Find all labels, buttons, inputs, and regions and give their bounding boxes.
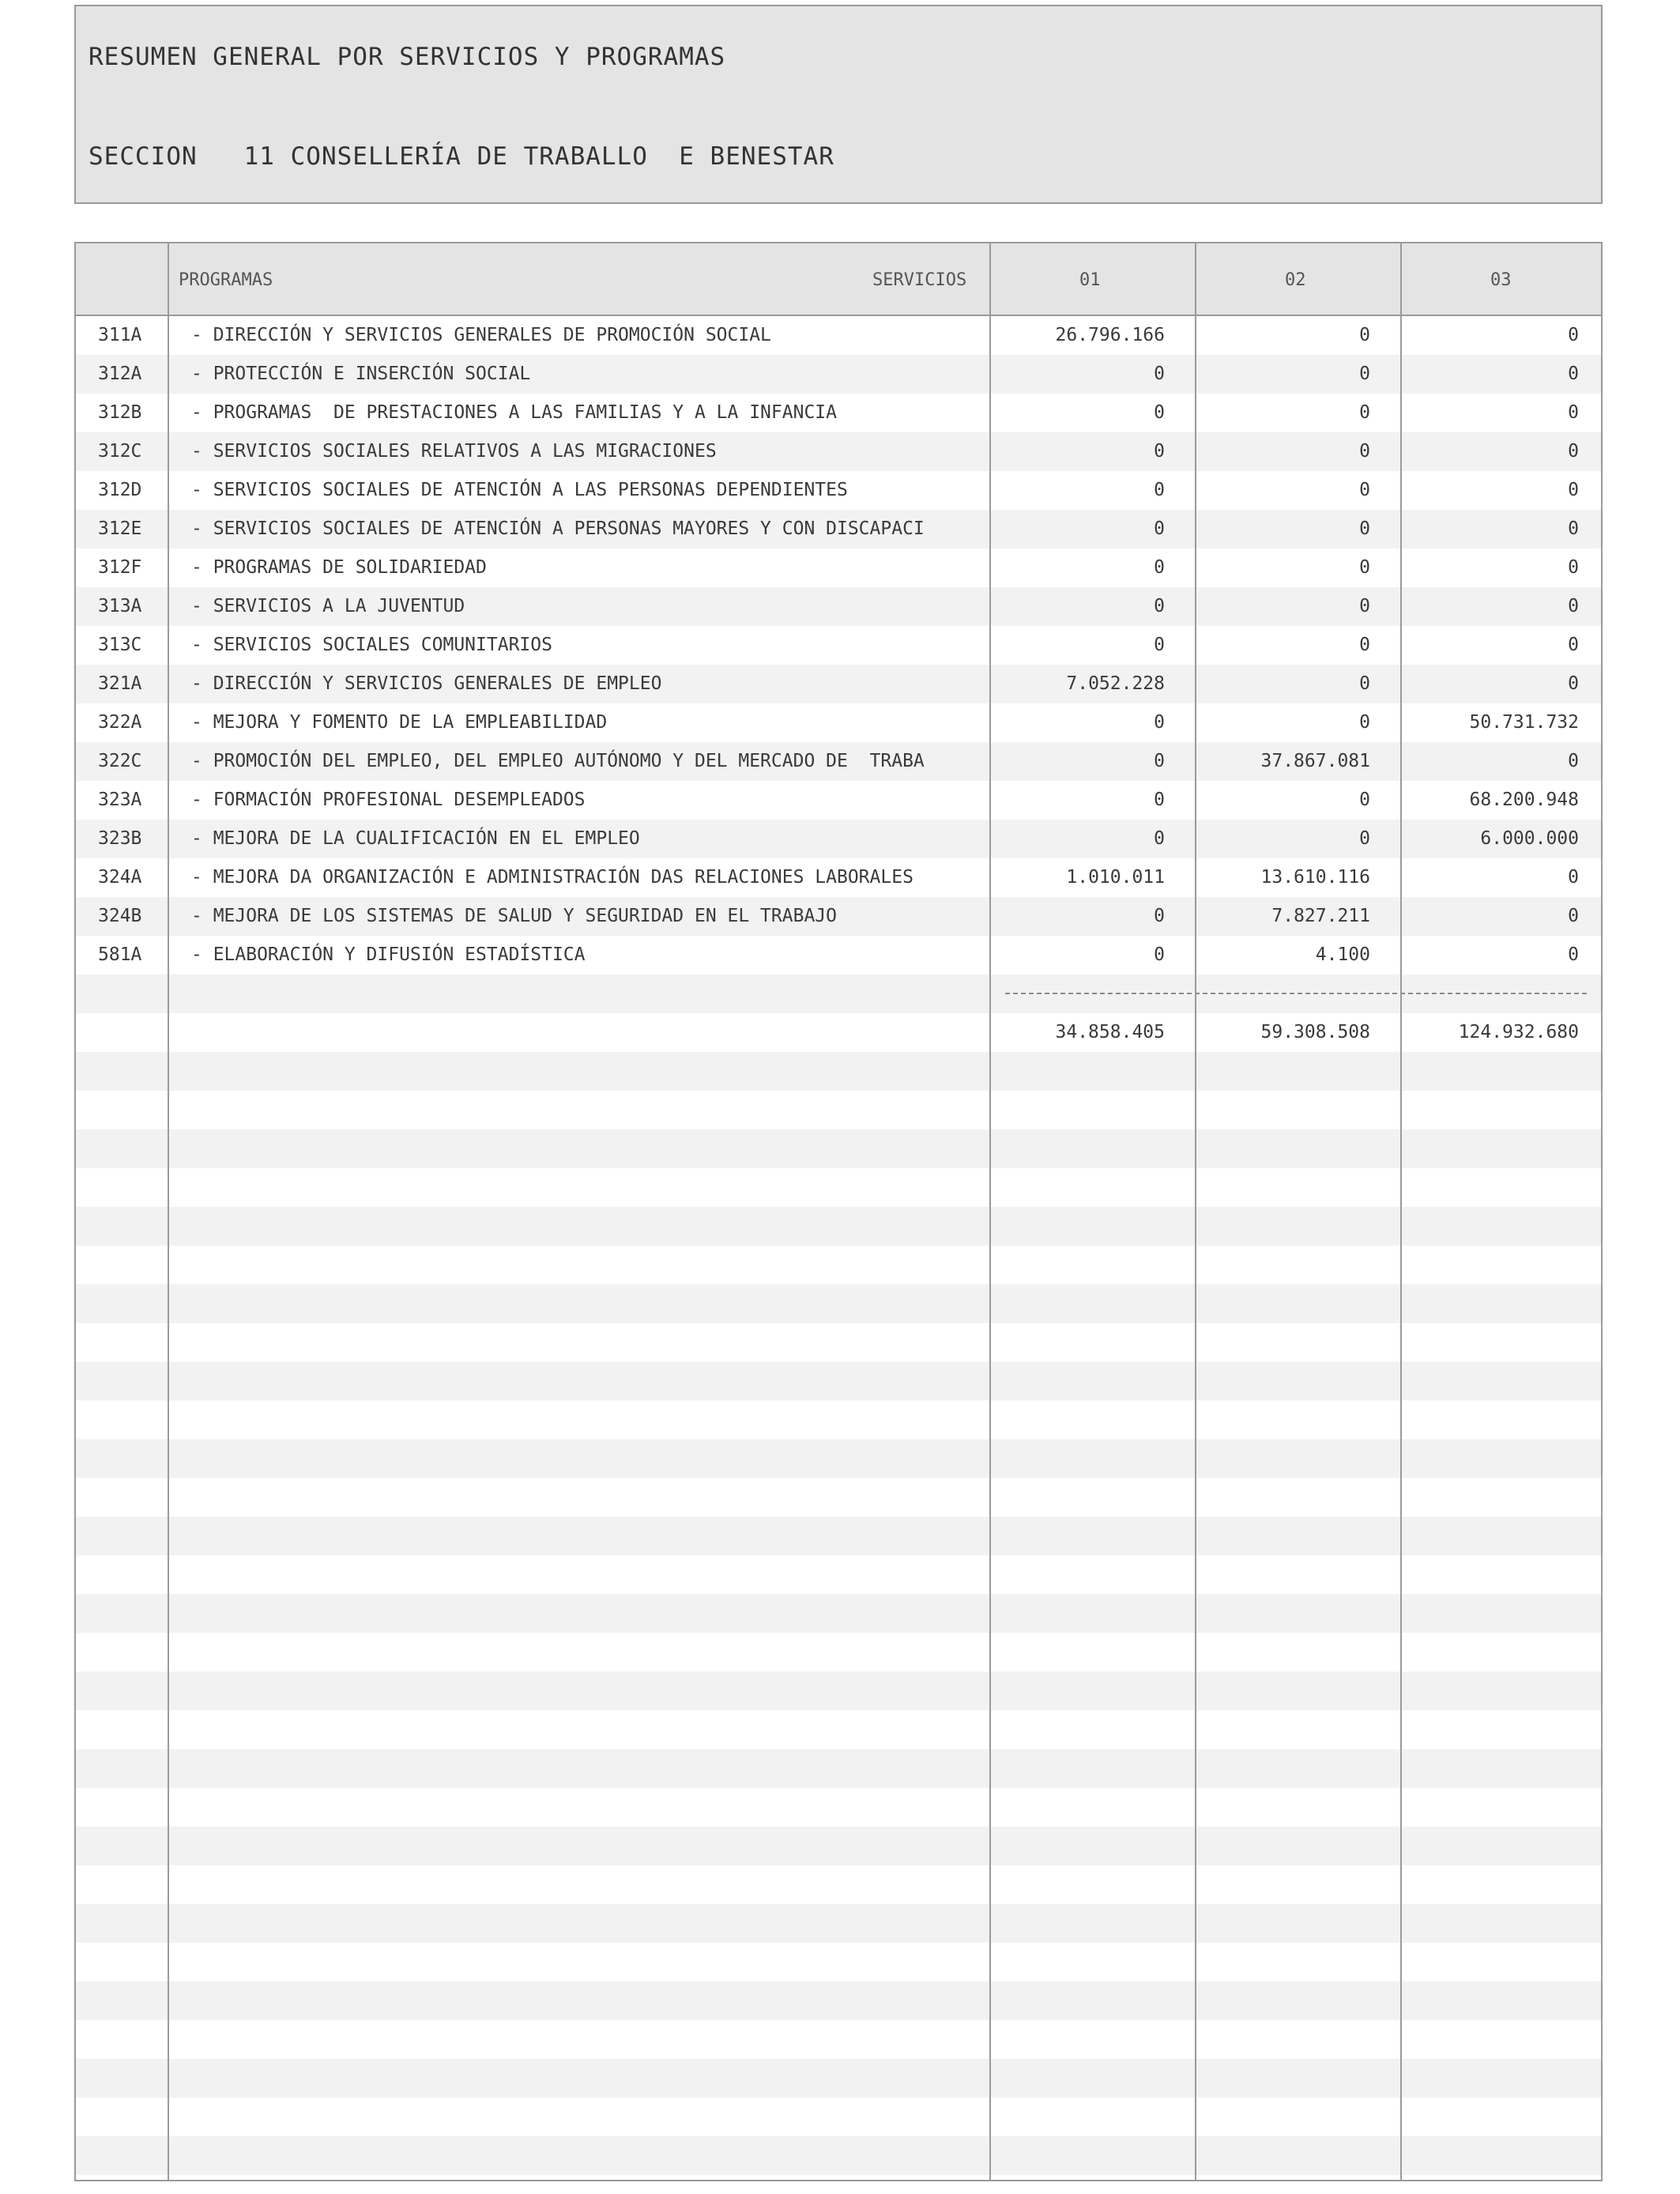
value-servicio-02: 7.827.211 [1271,906,1370,926]
program-name: - DIRECCIÓN Y SERVICIOS GENERALES DE EMPLEO [191,673,662,694]
value-servicio-03: 0 [1568,635,1579,655]
empty-row [76,2020,1601,2059]
program-code: 312B [98,402,142,423]
value-servicio-02: 0 [1359,518,1370,539]
program-name: - SERVICIOS SOCIALES DE ATENCIÓN A LAS PERSONAS DEPENDIENTES [191,480,848,500]
program-code: 312A [98,364,142,384]
program-code: 312F [98,557,142,578]
value-servicio-03: 0 [1568,867,1579,888]
table-row [76,626,1601,665]
empty-row [76,2098,1601,2136]
program-code: 322A [98,712,142,733]
table-row [76,858,1601,897]
column-header-02: 02 [1285,270,1306,290]
value-servicio-01: 0 [1154,751,1165,771]
value-servicio-01: 7.052.228 [1066,673,1165,694]
program-name: - PROMOCIÓN DEL EMPLEO, DEL EMPLEO AUTÓNOMO Y DEL MERCADO DE TRABA [191,751,925,771]
empty-row [76,1284,1601,1323]
empty-row [76,1091,1601,1129]
separator-row [76,974,1601,1013]
table-row [76,510,1601,548]
program-code: 312E [98,518,142,539]
empty-row [76,1439,1601,1478]
total-servicio-01: 34.858.405 [1055,1022,1165,1042]
program-name: - SERVICIOS SOCIALES RELATIVOS A LAS MIGRACIONES [191,441,717,462]
program-code: 324B [98,906,142,926]
empty-row [76,1323,1601,1362]
empty-row [76,1710,1601,1749]
empty-row [76,1749,1601,1788]
column-header-01: 01 [1079,270,1101,290]
empty-row [76,1517,1601,1555]
column-divider [1195,243,1196,2180]
program-code: 312C [98,441,142,462]
value-servicio-02: 0 [1359,402,1370,423]
program-name: - ELABORACIÓN Y DIFUSIÓN ESTADÍSTICA [191,944,586,965]
value-servicio-03: 68.200.948 [1469,790,1579,810]
value-servicio-03: 0 [1568,518,1579,539]
value-servicio-01: 0 [1154,364,1165,384]
empty-row [76,1672,1601,1710]
table-row [76,471,1601,510]
program-code: 313C [98,635,142,655]
value-servicio-03: 0 [1568,596,1579,616]
value-servicio-03: 0 [1568,325,1579,345]
value-servicio-02: 0 [1359,712,1370,733]
program-code: 322C [98,751,142,771]
value-servicio-03: 0 [1568,751,1579,771]
empty-row [76,1362,1601,1400]
program-code: 313A [98,596,142,616]
report-header [74,5,1603,204]
report-section: SECCION 11 CONSELLERÍA DE TRABALLO E BENESTAR [89,142,834,171]
empty-row [76,1904,1601,1943]
empty-row [76,1168,1601,1207]
value-servicio-01: 26.796.166 [1055,325,1165,345]
column-divider [1400,243,1402,2180]
value-servicio-01: 1.010.011 [1066,867,1165,888]
value-servicio-03: 0 [1568,944,1579,965]
program-code: 323A [98,790,142,810]
table-row [76,432,1601,471]
table-row [76,742,1601,781]
dashed-separator [1005,993,1587,994]
empty-row [76,1555,1601,1594]
program-code: 581A [98,944,142,965]
value-servicio-03: 0 [1568,673,1579,694]
value-servicio-03: 0 [1568,557,1579,578]
value-servicio-01: 0 [1154,712,1165,733]
totals-row [76,1013,1601,1052]
program-name: - MEJORA Y FOMENTO DE LA EMPLEABILIDAD [191,712,608,733]
program-name: - PROGRAMAS DE PRESTACIONES A LAS FAMILIAS Y A LA INFANCIA [191,402,837,423]
column-divider [989,243,991,2180]
value-servicio-02: 13.610.116 [1260,867,1370,888]
summary-table [74,242,1603,2181]
empty-row [76,1981,1601,2020]
table-row [76,355,1601,394]
program-name: - MEJORA DE LA CUALIFICACIÓN EN EL EMPLEO [191,828,640,849]
value-servicio-02: 0 [1359,596,1370,616]
empty-row [76,1246,1601,1284]
program-name: - PROGRAMAS DE SOLIDARIEDAD [191,557,487,578]
program-code: 324A [98,867,142,888]
table-row [76,394,1601,432]
program-name: - SERVICIOS SOCIALES COMUNITARIOS [191,635,552,655]
program-name: - MEJORA DA ORGANIZACIÓN E ADMINISTRACIÓN DAS RELACIONES LABORALES [191,867,913,888]
value-servicio-01: 0 [1154,402,1165,423]
column-header-servicios: SERVICIOS [872,270,967,290]
program-code: 312D [98,480,142,500]
table-row [76,665,1601,703]
value-servicio-01: 0 [1154,441,1165,462]
value-servicio-03: 50.731.732 [1469,712,1579,733]
table-header [76,243,1601,316]
value-servicio-02: 0 [1359,480,1370,500]
table-row [76,897,1601,936]
program-code: 323B [98,828,142,849]
report-title: RESUMEN GENERAL POR SERVICIOS Y PROGRAMAS [89,43,726,71]
value-servicio-03: 6.000.000 [1480,828,1579,849]
empty-row [76,1788,1601,1826]
empty-row [76,1052,1601,1091]
value-servicio-03: 0 [1568,402,1579,423]
value-servicio-01: 0 [1154,828,1165,849]
value-servicio-02: 0 [1359,364,1370,384]
value-servicio-02: 0 [1359,828,1370,849]
empty-row [76,1633,1601,1672]
empty-row [76,2059,1601,2098]
value-servicio-01: 0 [1154,790,1165,810]
program-code: 311A [98,325,142,345]
value-servicio-01: 0 [1154,518,1165,539]
empty-row [76,1207,1601,1246]
value-servicio-01: 0 [1154,596,1165,616]
empty-row [76,1129,1601,1168]
empty-row [76,1943,1601,1981]
value-servicio-02: 4.100 [1315,944,1370,965]
column-header-03: 03 [1490,270,1512,290]
table-row [76,587,1601,626]
value-servicio-01: 0 [1154,635,1165,655]
value-servicio-02: 0 [1359,325,1370,345]
table-body [76,316,1601,2181]
value-servicio-02: 37.867.081 [1260,751,1370,771]
table-row [76,548,1601,587]
table-row [76,820,1601,858]
empty-row [76,1865,1601,1904]
program-name: - MEJORA DE LOS SISTEMAS DE SALUD Y SEGURIDAD EN EL TRABAJO [191,906,837,926]
empty-row [76,1826,1601,1865]
empty-row [76,1478,1601,1517]
empty-row [76,1400,1601,1439]
column-header-programas: PROGRAMAS [179,270,273,290]
value-servicio-02: 0 [1359,673,1370,694]
value-servicio-02: 0 [1359,790,1370,810]
value-servicio-01: 0 [1154,480,1165,500]
value-servicio-01: 0 [1154,906,1165,926]
value-servicio-02: 0 [1359,441,1370,462]
value-servicio-02: 0 [1359,635,1370,655]
total-servicio-03: 124.932.680 [1458,1022,1579,1042]
program-code: 321A [98,673,142,694]
table-row [76,936,1601,974]
program-name: - DIRECCIÓN Y SERVICIOS GENERALES DE PROMOCIÓN SOCIAL [191,325,771,345]
program-name: - FORMACIÓN PROFESIONAL DESEMPLEADOS [191,790,586,810]
table-row [76,703,1601,742]
empty-row [76,2175,1601,2181]
program-name: - SERVICIOS A LA JUVENTUD [191,596,465,616]
program-name: - SERVICIOS SOCIALES DE ATENCIÓN A PERSONAS MAYORES Y CON DISCAPACI [191,518,925,539]
value-servicio-03: 0 [1568,364,1579,384]
table-row [76,316,1601,355]
value-servicio-02: 0 [1359,557,1370,578]
empty-row [76,1594,1601,1633]
value-servicio-01: 0 [1154,944,1165,965]
column-divider [168,243,169,2180]
value-servicio-03: 0 [1568,906,1579,926]
total-servicio-02: 59.308.508 [1260,1022,1370,1042]
value-servicio-01: 0 [1154,557,1165,578]
value-servicio-03: 0 [1568,480,1579,500]
value-servicio-03: 0 [1568,441,1579,462]
table-row [76,781,1601,820]
empty-row [76,2136,1601,2175]
program-name: - PROTECCIÓN E INSERCIÓN SOCIAL [191,364,531,384]
